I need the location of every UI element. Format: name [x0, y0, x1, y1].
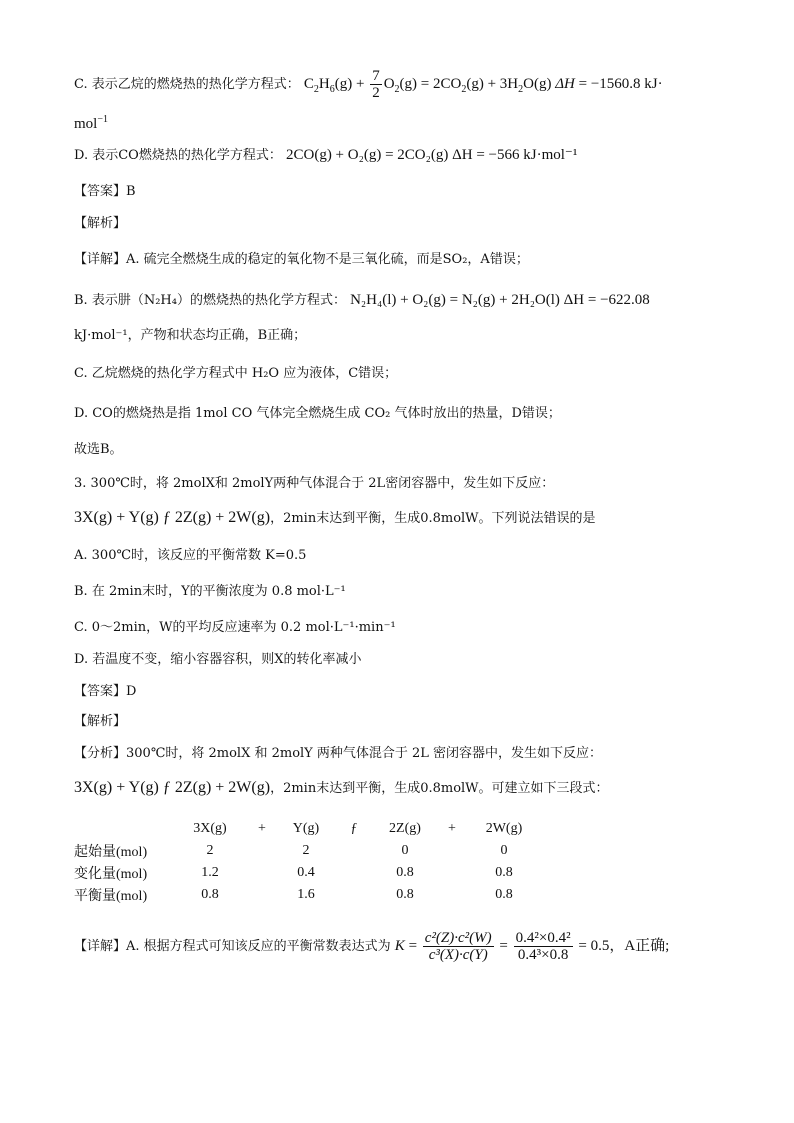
stage-row-equilibrium — [74, 884, 540, 906]
detail-k-expression — [74, 928, 776, 965]
detail-d: D. CO的燃烧热是指 1mol CO 气体完全燃烧生成 CO₂ 气体时放出的热量，D错误； — [74, 406, 561, 421]
stage-header-cell: 2Z(g) — [389, 821, 421, 836]
detail-c: C. 乙烷燃烧的热化学方程式中 H₂O 应为液体，C错误； — [74, 366, 398, 381]
stage-cell-x: 2 — [206, 843, 214, 858]
stage-row-initial — [74, 840, 540, 862]
option-c-unit-text: mol — [74, 116, 98, 132]
q3-equation: 3X(g) + Y(g) ƒ 2Z(g) + 2W(g) — [74, 509, 271, 526]
k-fraction-den: c³(X)·c(Y) — [428, 947, 488, 964]
stage-header-cell: ƒ — [350, 821, 358, 836]
answer-2: 【答案】D — [74, 684, 137, 699]
stage-cell-w: 0.8 — [495, 887, 513, 902]
option-c — [74, 68, 776, 101]
question-3-option-b: B. 在 2min末时，Y的平衡浓度为 0.8 mol·L⁻¹ — [74, 584, 346, 599]
k-result: = 0.5，A正确; — [578, 938, 670, 954]
question-3-equation — [74, 508, 776, 529]
k-value-num: 0.4²×0.4² — [515, 930, 571, 947]
option-c-equation: $C_2H_6(g)$ + $\frac{7}{2}$ $O_2(g) = 2CO_2(g) + 3H_2O(g) \Delta H = -1560.8$ kJ· — [303, 68, 663, 101]
detail-b-2: kJ·mol⁻¹，产物和状态均正确，B正确； — [74, 328, 307, 343]
analyze-2 — [74, 778, 776, 799]
option-d — [74, 145, 776, 166]
analyze-equation-tail: ，2min末达到平衡，生成0.8molW。可建立如下三段式： — [270, 781, 609, 796]
detail-a: 【详解】A. 硫完全燃烧生成的稳定的氧化物不是三氧化硫，而是SO₂，A错误； — [74, 252, 529, 267]
option-d-text: D. 表示CO燃烧热的热化学方程式： — [74, 148, 282, 163]
stage-header-blank — [74, 818, 174, 840]
stage-row-label: 起始量(mol) — [74, 845, 148, 860]
question-3-stem: 3. 300℃时，将 2molX和 2molY两种气体混合于 2L密闭容器中，发生如下反应： — [74, 476, 555, 491]
stage-cell-y: 2 — [302, 843, 310, 858]
choose-b: 故选B。 — [74, 442, 123, 457]
stage-cell-z: 0 — [401, 843, 409, 858]
stage-row-label: 变化量(mol) — [74, 867, 148, 882]
option-c-text: C. 表示乙烷的燃烧热的热化学方程式： — [74, 76, 300, 92]
stage-header-cell: + — [258, 821, 266, 836]
detail-b-1 — [74, 290, 776, 311]
stage-cell-y: 1.6 — [297, 887, 315, 902]
stage-cell-y: 0.4 — [297, 865, 315, 880]
analysis-2: 【解析】 — [74, 714, 127, 729]
stage-header-cell: + — [448, 821, 456, 836]
question-3-option-d: D. 若温度不变，缩小容器容积，则X的转化率减小 — [74, 652, 362, 667]
question-3-option-a: A. 300℃时，该反应的平衡常数 K=0.5 — [74, 548, 307, 563]
fraction-num: 7 — [372, 68, 380, 84]
stage-header-cell: Y(g) — [292, 821, 320, 836]
stage-cell-z: 0.8 — [396, 887, 414, 902]
k-value-den: 0.4³×0.8 — [517, 947, 569, 964]
analyze-1: 【分析】300℃时，将 2molX 和 2molY 两种气体混合于 2L 密闭容器中，发生如下反应： — [74, 746, 603, 761]
detail-b-equation: N₂H₄(l) + O₂(g) = N₂(g) + 2H₂O(l) ΔH = −622.08 — [350, 292, 650, 308]
stage-cell-x: 1.2 — [201, 865, 219, 880]
q3-equation-tail: ，2min末达到平衡，生成0.8molW。下列说法错误的是 — [270, 511, 596, 526]
answer-1: 【答案】B — [74, 184, 136, 199]
analyze-equation: 3X(g) + Y(g) ƒ 2Z(g) + 2W(g) — [74, 779, 271, 796]
k-fraction-num: c²(Z)·c²(W) — [424, 930, 492, 947]
analysis-1: 【解析】 — [74, 216, 127, 231]
k-value-fraction — [514, 930, 573, 963]
option-c-value: −1560.8 kJ· — [590, 75, 663, 92]
stage-cell-w: 0 — [500, 843, 508, 858]
k-formula: K = $\frac{\text{c²(Z)·c²(W)}}{\text{c³(X)·c(Y)}}$ = $\frac{\text{0.4²×0.4²}}{\text{0.4³×0.8}}$ = 0.5，A正确; — [394, 930, 670, 964]
three-stage-table — [74, 818, 540, 906]
fraction-den: 2 — [372, 85, 380, 101]
stage-row-label: 平衡量(mol) — [74, 889, 148, 904]
option-c-unit: mol$^{-1}$ — [74, 114, 108, 132]
k-fraction — [423, 930, 494, 963]
stage-header-row — [74, 818, 540, 840]
detail-b-text: B. 表示肼（N₂H₄）的燃烧热的热化学方程式： — [74, 293, 346, 308]
option-d-equation: 2CO(g) + O₂(g) = 2CO₂(g) ΔH = −566 kJ·mol⁻¹ — [285, 147, 578, 163]
stage-header-cell: 2W(g) — [485, 821, 523, 836]
stage-header-cell: 3X(g) — [193, 821, 227, 836]
detail-k-text: 【详解】A. 根据方程式可知该反应的平衡常数表达式为 — [74, 939, 391, 954]
fraction-7-2 — [370, 68, 382, 101]
question-3-option-c: C. 0～2min，W的平均反应速率为 0.2 mol·L⁻¹·min⁻¹ — [74, 620, 396, 635]
stage-cell-z: 0.8 — [396, 865, 414, 880]
stage-row-change — [74, 862, 540, 884]
stage-cell-x: 0.8 — [201, 887, 219, 902]
stage-cell-w: 0.8 — [495, 865, 513, 880]
